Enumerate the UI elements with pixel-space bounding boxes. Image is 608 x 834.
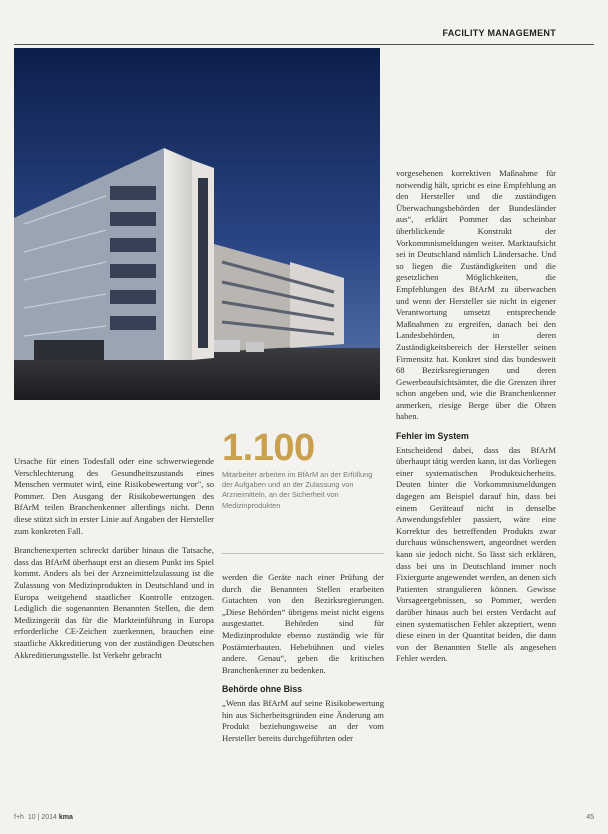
section-label: FACILITY MANAGEMENT — [442, 28, 556, 38]
text-column-2 — [222, 572, 384, 752]
footer-issue — [14, 814, 73, 821]
stat-number: 1.100 — [222, 427, 315, 469]
footer-issue-date: 10 | 2014 — [27, 814, 57, 821]
text-column-3 — [396, 168, 556, 673]
text-column-1 — [14, 456, 214, 669]
page-number: 45 — [586, 814, 594, 821]
footer-prefix: f+h — [14, 814, 24, 821]
paragraph: Ursache für einen Todesfall oder eine schwerwiegende Verschlechterung des Gesundheitszustands eines Menschen vermutet wird, eine Risikobewertung vor", so Pommer. Den Ausgang der Risikobewertungen des BfArM teilen Branchenkenner allerdings nicht. Denn diese stützt sich in erster Linie auf Angaben der Hersteller zum konkreten Fall. — [14, 456, 214, 536]
paragraph: vorgesehenen korrektiven Maßnahme für notwendig hält, spricht es eine Empfehlung an den Hersteller und die zuständigen Überwachungsbehörden der Bundesländer aus“, erklärt Pommer das scheinbar überblickende Konstrukt der Vorkommnismeldungen weiter. Marktaufsicht sei in Deutschland nämlich Ländersache. Und so liegen die Zuständigkeiten und die gesetzlichen Möglichkeiten, die Empfehlungen des BfArM zu überwachen und wenn der Hersteller sie nicht in eigener Verantwortung umsetzt entsprechende Maßnahmen zu ergreifen, danach bei den Landesbehörden, in deren Zuständigkeitsbereich der Hersteller seinen Firmensitz hat. Konkret sind das bundesweit 68 Bezirksregierungen und deren Gewerbeaufsichtsämter, die die Grenzen ihrer schon angeben und, wie die Branchenkenner anmerken, riesige Berge über die Ohren haben. — [396, 168, 556, 422]
paragraph: „Wenn das BfArM auf seine Risikobewertung hin aus Sicherheitsgründen eine Änderung am Produkt beziehungsweise an der vom Hersteller bereits durchgeführten oder — [222, 697, 384, 743]
header-rule — [14, 44, 594, 45]
paragraph: werden die Geräte nach einer Prüfung der durch die Benannten Stellen erarbeiten Gutachten von den Bezirksregierungen. „Diese Behörden“ übrigens meist nicht eigens ausgestattet. Behörden sind für Medizinprodukte ebenso zuständig wie für Postämterbauten. Hebebühnen und vieles andere. Genau“, geben die kritischen Branchenkenner zu bedenken. — [222, 572, 384, 675]
paragraph: Branchenexperten schreckt darüber hinaus die Tatsache, dass das BfArM überhaupt erst an diesem Punkt ins Spiel kommt. Anders als bei der Arzneimittelzulassung ist die Zulassung von Medizinprodukten in Deutschland und in Europa weitgehend staatlicher Kontrolle entzogen. Lediglich die sogenannten Benannten Stellen, die dem Medizingerät das für die Markteinführung in Europa erforderliche CE-Zeichen zuerkennen, brauchen eine staatliche Akkreditierung von der zuständigen Deutschen Akkreditierungsstelle. Ist Verkehr gebracht — [14, 545, 214, 660]
building-photo — [14, 48, 380, 400]
subheading: Behörde ohne Biss — [222, 684, 303, 695]
stat-caption: Mitarbeiter arbeiten im BfArM an der Erfüllung der Aufgaben und an der Zulassung von Arzneimitteln, an der Sicherheit von Medizinprodukten — [222, 470, 373, 510]
subheading: Fehler im System — [396, 431, 469, 442]
stat-box — [222, 428, 384, 554]
footer-brand: kma — [58, 814, 73, 821]
stat-rule — [222, 553, 384, 554]
paragraph: Entscheidend dabei, dass das BfArM überhaupt tätig werden kann, ist das Vorliegen einer systematischen Produktsicherheits. Deuten hinter die Vorkommnismeldungen dagegen am Beispiel darauf hin, dass bei einem Geräteauf nicht in denselbe Anwendungsfehler passiert, wäre eine Korrektur des betreffenden Produkts zwar durchaus wünschenswert, angeordnet werden kann sie jedoch nicht. So lässt sich erklären, dass bei uns in Deutschland immer noch Fixiergurte angewendet werden, an denen sich Patienten strangulieren können. Gewisse Vorsageergebnissen, so Pommer, werden darüber hinaus auch bei ersten Verdacht auf einen systematischen Fehler akzeptiert, wenn diese einen in der Quantitat beiden, die dann von der Benannten Stelle als angesehen Fehler werden. — [396, 444, 556, 664]
